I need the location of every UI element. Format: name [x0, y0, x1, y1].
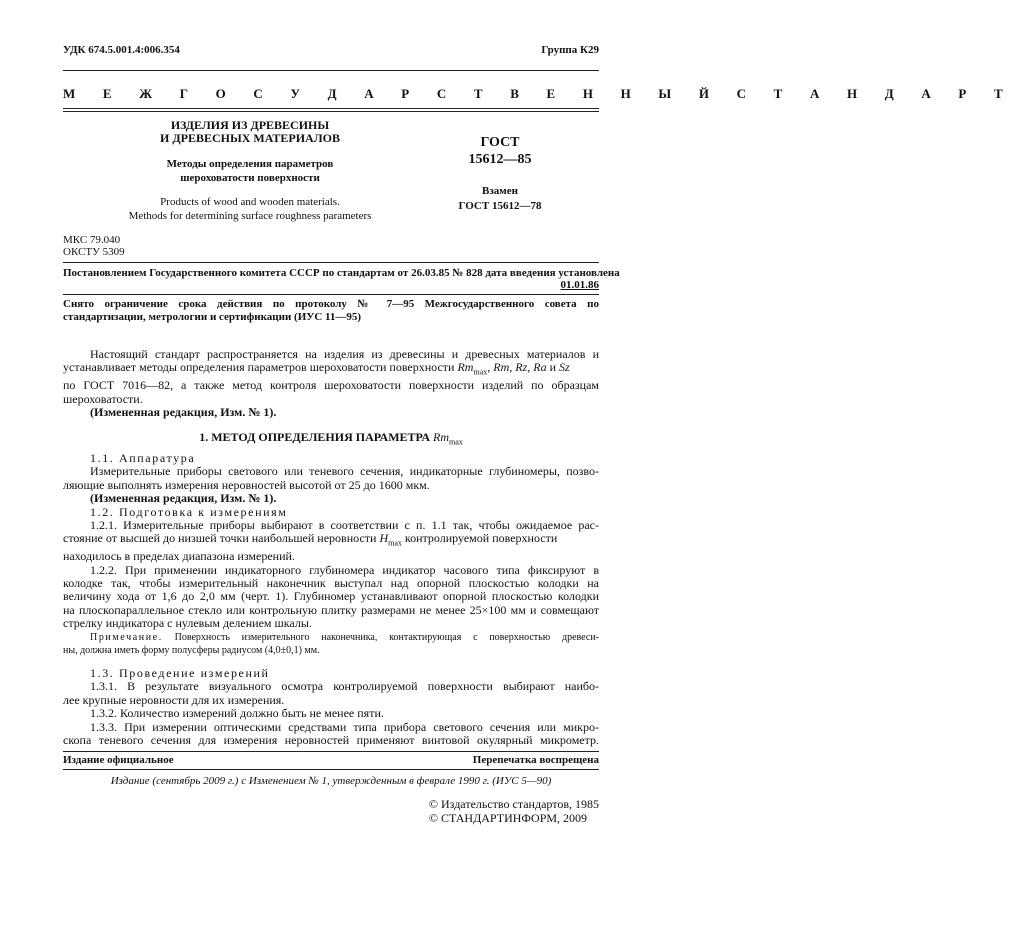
note-line-2: ны, должна иметь форму полусферы радиусом (4,0±0,1) мм.	[63, 644, 320, 656]
replaces-label: Взамен	[482, 185, 518, 197]
replaces-block	[440, 184, 560, 214]
s132-line: 1.3.2. Количество измерений должно быть не менее пяти.	[90, 706, 384, 721]
s131-line-1: 1.3.1. В результате визуального осмотра контролируемой поверхности выбирают наибо-	[90, 679, 599, 694]
section-1-heading	[63, 430, 599, 446]
s121-line-2-tail: контролируемой поверхности	[401, 531, 558, 546]
s131-line-2: лее крупные неровности для их измерения.	[63, 692, 285, 707]
copyright-line-2: © СТАНДАРТИНФОРМ, 2009	[428, 811, 588, 825]
s122-line-2: колодке так, чтобы измерительный наконечник выступал над опорной плоскостью колодки на	[63, 576, 599, 591]
s133-line-1: 1.3.3. При измерении оптическими средствами типа прибора светового сечения или микро-	[90, 719, 599, 734]
document-subtitle	[100, 157, 400, 185]
s121-line-2-text: стояние от высшей до низшей точки наибольшей неровности	[63, 531, 380, 546]
s121-line-3: находилось в пределах диапазона измерений.	[63, 549, 295, 564]
s121-line-2: стояние от высшей до низшей точки наибольшей неровности $H_{max}$ контролируемой поверхности	[63, 531, 558, 548]
section-1-heading-text: 1. МЕТОД ОПРЕДЕЛЕНИЯ ПАРАМЕТРА	[199, 430, 434, 444]
header-rule	[63, 70, 599, 71]
subsection-1-2-title: 1.2. Подготовка к измерениям	[90, 504, 288, 519]
gost-label: ГОСТ	[480, 135, 520, 150]
s121-line-1: 1.2.1. Измерительные приборы выбирают в соответствии с п. 1.1 так, чтобы ожидаемое рас-	[90, 518, 599, 533]
intro-line-2: устанавливает методы определения параметров шероховатости поверхности $Rm_{max}$, Rm, Rz, Ra и Sz	[63, 360, 570, 377]
title-line-2: И ДРЕВЕСНЫХ МАТЕРИАЛОВ	[160, 131, 340, 145]
footer-rule-top	[63, 751, 599, 752]
intro-line-3: по ГОСТ 7016—82, а также метод контроля шероховатости поверхности изделий по образцам	[63, 378, 599, 393]
intro-line-4: шероховатости.	[63, 391, 143, 406]
document-title	[100, 119, 400, 145]
footer-rule-bottom	[63, 769, 599, 770]
gost-number: 15612—85	[468, 152, 532, 167]
s122-line-5: стрелку индикатора с нулевым делением шкалы.	[63, 616, 312, 631]
decree-text: Постановлением Государственного комитета СССР по стандартам от 26.03.85 № 828 дата введения установлена	[63, 267, 620, 279]
gost-designation	[450, 134, 550, 168]
subtitle-line-2: шероховатости поверхности	[180, 172, 320, 184]
replaces-value: ГОСТ 15612—78	[458, 200, 542, 212]
section-1-body	[63, 452, 599, 631]
interstate-standard-banner: М Е Ж Г О С У Д А Р С Т В Е Н Н Ы Й С Т А Н Д А Р Т	[63, 86, 1015, 101]
intro-line-1: Настоящий стандарт распространяется на изделия из древесины и древесных материалов и	[90, 347, 599, 361]
decree-date: 01.01.86	[560, 279, 599, 291]
edition-info: Издание (сентябрь 2009 г.) с Изменением № 1, утвержденным в феврале 1990 г. (ИУС 5—90)	[110, 775, 552, 787]
intro-line-2-text: устанавливает методы определения параметров шероховатости поверхности	[63, 360, 458, 375]
note-text-1: Поверхность измерительного наконечника, контактирующая с поверхностью древеси-	[162, 632, 599, 643]
s122-line-4: на плоскопараллельное стекло или контрольную плитку размерами не менее 25×100 мм и совмещают	[63, 602, 599, 617]
english-line-1: Products of wood and wooden materials.	[160, 196, 340, 208]
title-line-1: ИЗДЕЛИЯ ИЗ ДРЕВЕСИНЫ	[170, 118, 330, 132]
s122-line-3: величину хода от 1,6 до 2,0 мм (черт. 1). Глубиномер устанавливают опорной плоскостью колодки	[63, 589, 599, 604]
subsection-1-3	[63, 667, 599, 747]
decree-rule	[63, 294, 599, 295]
english-line-2: Methods for determining surface roughness parameters	[128, 210, 372, 222]
reprint-prohibited-label: Перепечатка воспрещена	[472, 754, 599, 766]
group-code: Группа К29	[541, 44, 599, 56]
intro-paragraph	[63, 348, 599, 419]
okstu-code: ОКСТУ 5309	[63, 246, 125, 258]
udk-code: УДК 674.5.001.4:006.354	[63, 44, 180, 56]
note-block	[63, 632, 599, 657]
limitation-notice: Снято ограничение срока действия по протоколу № 7—95 Межгосударственного совета по стандартизации, метрологии и сертификации (ИУС 11—95)	[63, 298, 599, 323]
intro-amendment: (Измененная редакция, Изм. № 1).	[90, 405, 277, 420]
subsection-1-1-title: 1.1. Аппаратура	[90, 451, 196, 465]
title-rule	[63, 262, 599, 263]
s122-line-1: 1.2.2. При применении индикаторного глубиномера индикатор часового типа фиксируют в	[90, 562, 599, 577]
s11-amendment: (Измененная редакция, Изм. № 1).	[90, 491, 277, 506]
english-title	[100, 195, 400, 223]
copyright-line-1: © Издательство стандартов, 1985	[428, 797, 599, 811]
banner-rule	[63, 108, 599, 112]
subsection-1-3-title: 1.3. Проведение измерений	[90, 666, 270, 680]
section-1-heading-sub: max	[449, 437, 463, 447]
section-1-heading-param: Rm	[433, 430, 450, 444]
official-edition-label: Издание официальное	[63, 754, 174, 766]
copyright-block	[429, 797, 599, 825]
s11-line-2: ляющие выполнять измерения неровностей высотой от 25 до 1600 мкм.	[63, 477, 430, 492]
subtitle-line-1: Методы определения параметров	[166, 158, 334, 170]
s133-line-2: скопа теневого сечения для измерения неровностей применяют винтовой окулярный микрометр.	[63, 733, 599, 748]
note-line-1	[63, 632, 599, 645]
s11-line-1: Измерительные приборы светового или теневого сечения, индикаторные глубиномеры, позво-	[90, 464, 599, 479]
classification-codes	[63, 234, 125, 258]
note-label: Примечание.	[90, 632, 163, 643]
mks-code: МКС 79.040	[63, 234, 121, 246]
